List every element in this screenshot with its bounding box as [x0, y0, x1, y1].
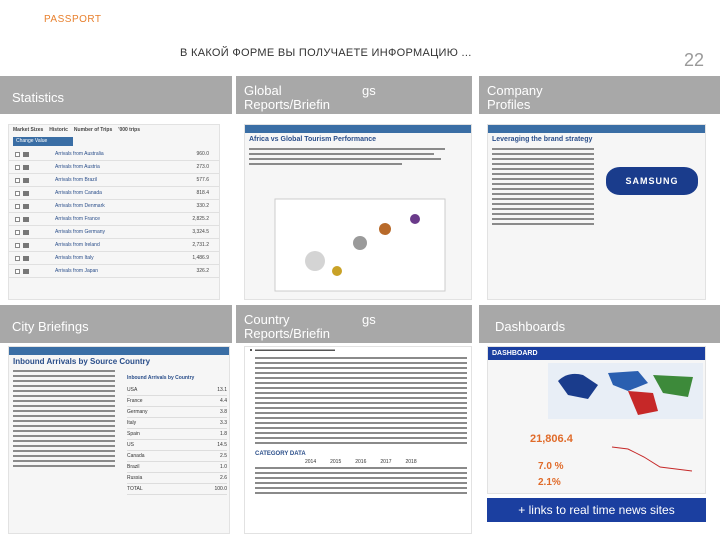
chart-icon[interactable]: [23, 256, 29, 261]
dashboard-metric-1: 21,806.4: [530, 433, 573, 445]
row-name[interactable]: Arrivals from Canada: [55, 190, 102, 196]
row-name[interactable]: Arrivals from Ireland: [55, 242, 100, 248]
stats-row[interactable]: [9, 148, 219, 161]
city-row-country: US: [127, 442, 134, 448]
city-panel-text: [9, 368, 119, 472]
slide-heading: В КАКОЙ ФОРМЕ ВЫ ПОЛУЧАЕТЕ ИНФОРМАЦИЮ ...: [180, 47, 472, 59]
city-row: [127, 385, 227, 396]
city-rows: [127, 385, 227, 495]
country-table-title: CATEGORY DATA: [255, 451, 306, 457]
stats-row[interactable]: [9, 213, 219, 226]
row-name[interactable]: Arrivals from Denmark: [55, 203, 105, 209]
city-table-header: Inbound Arrivals by Country: [127, 375, 195, 381]
city-row-country: France: [127, 398, 143, 404]
year-2: 2016: [355, 459, 367, 465]
bubble-5: [332, 266, 342, 276]
chart-icon[interactable]: [23, 230, 29, 235]
chart-icon[interactable]: [23, 204, 29, 209]
city-row: [127, 407, 227, 418]
dashboards-panel: [487, 346, 706, 494]
row-checkbox[interactable]: [15, 204, 20, 209]
label-statistics: [0, 76, 232, 114]
stats-row[interactable]: [9, 226, 219, 239]
row-checkbox[interactable]: [15, 152, 20, 157]
row-checkbox[interactable]: [15, 256, 20, 261]
city-row: [127, 484, 227, 495]
dashboard-metric-2: 7.0 %: [538, 461, 564, 472]
label-company-line2: Profiles: [487, 97, 531, 112]
stats-row[interactable]: [9, 187, 219, 200]
global-reports-panel: [244, 124, 472, 300]
city-row-value: 1.8: [220, 431, 227, 437]
stats-row[interactable]: [9, 161, 219, 174]
chart-icon[interactable]: [23, 243, 29, 248]
row-checkbox[interactable]: [15, 230, 20, 235]
chart-icon[interactable]: [23, 217, 29, 222]
chart-icon[interactable]: [23, 191, 29, 196]
row-name[interactable]: Arrivals from Japan: [55, 268, 99, 274]
city-row: [127, 418, 227, 429]
bubble-2: [353, 236, 367, 250]
chart-icon[interactable]: [23, 152, 29, 157]
chart-icon[interactable]: [23, 269, 29, 274]
global-panel-text: [245, 146, 471, 170]
label-global-reports: [236, 76, 472, 114]
city-row: [127, 429, 227, 440]
label-company-line1: Company: [487, 83, 543, 98]
brand-label: PASSPORT: [44, 14, 102, 25]
company-panel-header: [488, 125, 705, 133]
city-row-country: Brazil: [127, 464, 140, 470]
label-statistics-text: Statistics: [12, 90, 65, 105]
chart-icon[interactable]: [23, 165, 29, 170]
stats-rows: [9, 148, 219, 278]
year-1: 2015: [330, 459, 342, 465]
slide-number: 22: [683, 50, 704, 70]
row-name[interactable]: Arrivals from Austria: [55, 164, 100, 170]
row-value: 960.0: [196, 151, 209, 157]
year-0: 2014: [305, 459, 317, 465]
label-country-line1: Country: [244, 312, 290, 327]
label-global-tail: gs: [362, 83, 376, 98]
row-value: 1,486.9: [192, 255, 209, 261]
row-checkbox[interactable]: [15, 269, 20, 274]
year-3: 2017: [380, 459, 392, 465]
city-row-value: 2.5: [220, 453, 227, 459]
stats-row[interactable]: [9, 252, 219, 265]
city-row: [127, 451, 227, 462]
global-bubble-chart: [245, 191, 472, 300]
row-name[interactable]: Arrivals from Germany: [55, 229, 106, 235]
stats-row[interactable]: [9, 200, 219, 213]
dashboard-map: [488, 361, 706, 421]
city-panel-title: Inbound Arrivals by Source Country: [13, 357, 151, 366]
dashboard-title: DASHBOARD: [488, 347, 705, 360]
year-4: 2018: [405, 459, 417, 465]
city-row-country: TOTAL: [127, 486, 143, 492]
label-global-line2: Reports/Briefin: [244, 97, 330, 112]
row-name[interactable]: Arrivals from Australia: [55, 151, 104, 157]
stats-tab-2[interactable]: Number of Trips: [73, 127, 113, 133]
statistics-panel: [8, 124, 220, 300]
city-row-value: 2.6: [220, 475, 227, 481]
city-row-value: 13.1: [217, 387, 227, 393]
country-bullet-1: ▬▬▬▬▬▬▬▬▬▬▬▬▬▬▬▬: [245, 347, 471, 355]
city-row-value: 100.0: [214, 486, 227, 492]
company-panel-text: [488, 146, 598, 230]
row-checkbox[interactable]: [15, 178, 20, 183]
row-value: 2,731.2: [192, 242, 209, 248]
city-briefings-panel: [8, 346, 230, 534]
label-city-briefings: [0, 305, 232, 343]
global-panel-title: Africa vs Global Tourism Performance: [249, 136, 377, 143]
stats-row[interactable]: [9, 265, 219, 278]
real-time-news-link[interactable]: + links to real time news sites: [487, 498, 706, 522]
row-name[interactable]: Arrivals from France: [55, 216, 101, 222]
label-country-line2: Reports/Briefin: [244, 326, 330, 341]
row-checkbox[interactable]: [15, 165, 20, 170]
company-panel-title: Leveraging the brand strategy: [492, 136, 593, 143]
label-country-tail: gs: [362, 312, 376, 327]
city-row-value: 14.5: [217, 442, 227, 448]
dashboard-line: [612, 447, 692, 471]
chart-icon[interactable]: [23, 178, 29, 183]
row-value: 326.2: [196, 268, 209, 274]
row-checkbox[interactable]: [15, 243, 20, 248]
label-country-reports: [236, 305, 472, 343]
row-value: 3,324.5: [192, 229, 209, 235]
city-row-country: Russia: [127, 475, 143, 481]
row-value: 330.2: [196, 203, 209, 209]
dashboard-line-chart: [608, 427, 698, 487]
city-row-value: 1.0: [220, 464, 227, 470]
city-row-country: Canada: [127, 453, 145, 459]
stats-tabs: [9, 125, 219, 135]
city-row-value: 4.4: [220, 398, 227, 404]
row-checkbox[interactable]: [15, 191, 20, 196]
city-row-value: 3.3: [220, 420, 227, 426]
country-reports-panel: [244, 346, 472, 534]
city-row-country: USA: [127, 387, 138, 393]
row-name[interactable]: Arrivals from Italy: [55, 255, 94, 261]
bubble-1: [305, 251, 325, 271]
city-row: [127, 473, 227, 484]
row-value: 273.0: [196, 164, 209, 170]
bubble-4: [410, 214, 420, 224]
row-name[interactable]: Arrivals from Brazil: [55, 177, 97, 183]
samsung-logo: SAMSUNG: [606, 167, 698, 195]
city-row-country: Germany: [127, 409, 148, 415]
city-row-country: Spain: [127, 431, 140, 437]
stats-tab-1[interactable]: Historic: [49, 127, 68, 133]
row-value: 2,825.2: [192, 216, 209, 222]
city-row: [127, 462, 227, 473]
stats-tab-3[interactable]: '000 trips: [118, 127, 141, 133]
city-row-country: Italy: [127, 420, 137, 426]
row-checkbox[interactable]: [15, 217, 20, 222]
stats-row[interactable]: [9, 239, 219, 252]
country-table-lines: [245, 465, 471, 499]
company-profiles-panel: [487, 124, 706, 300]
bubble-3: [379, 223, 391, 235]
city-row: [127, 396, 227, 407]
label-global-line1: Global: [244, 83, 282, 98]
city-panel-header: [9, 347, 229, 355]
city-row: [127, 440, 227, 451]
label-dashboards: [479, 305, 720, 343]
city-table: [127, 375, 227, 495]
stats-tab-0[interactable]: Market Sizes: [13, 127, 44, 133]
label-dashboards-text: Dashboards: [495, 319, 566, 334]
change-value-select[interactable]: Change Value: [13, 137, 73, 146]
stats-row[interactable]: [9, 174, 219, 187]
row-value: 577.6: [196, 177, 209, 183]
country-text-block: [245, 355, 471, 449]
label-city-text: City Briefings: [12, 319, 89, 334]
city-row-value: 3.8: [220, 409, 227, 415]
global-panel-header: [245, 125, 471, 133]
dashboard-metric-3: 2.1%: [538, 477, 561, 488]
label-company-profiles: [479, 76, 720, 114]
row-value: 818.4: [196, 190, 209, 196]
